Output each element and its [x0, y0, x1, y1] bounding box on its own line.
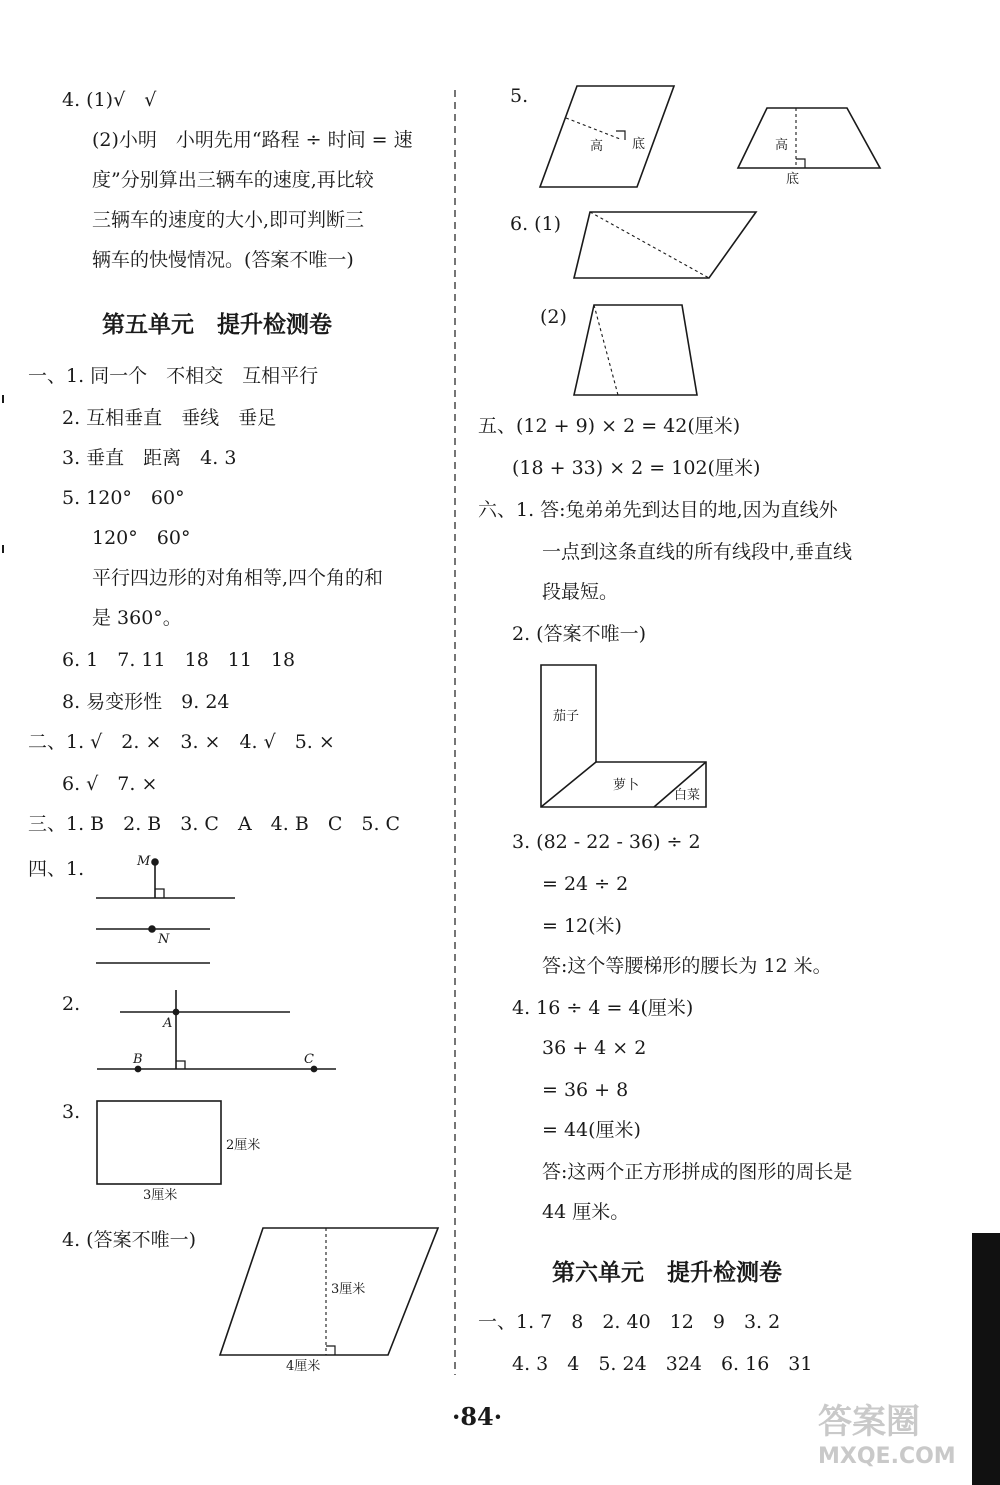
answer-4-2-line: 三辆车的速度的大小,即可判断三	[92, 209, 365, 231]
section1-q5-line: 平行四边形的对角相等,四个角的和	[92, 567, 384, 589]
watermark-logo: 答案圈	[818, 1402, 920, 1442]
point-N	[149, 926, 155, 932]
section6-q1: 六、1. 答:兔弟弟先到达目的地,因为直线外	[478, 499, 838, 521]
section1-q3: 3. 垂直 距离 4. 3	[62, 447, 237, 469]
answer-4-2-line: 度”分别算出三辆车的速度,再比较	[92, 169, 374, 191]
unit6-section1-line: 4. 3 4 5. 24 324 6. 16 31	[512, 1353, 813, 1375]
section1-q5: 5. 120° 60°	[62, 487, 185, 509]
para-base-label: 4厘米	[286, 1359, 321, 1374]
section2-line: 二、1. √ 2. × 3. × 4. √ 5. ×	[28, 731, 335, 753]
section6-q3-line: = 24 ÷ 2	[542, 873, 629, 895]
answer-4-1: 4. (1)√ √	[62, 89, 157, 111]
answer-5: 5.	[510, 85, 529, 107]
section1-q1: 一、1. 同一个 不相交 互相平行	[28, 365, 319, 387]
figure-parallel-perpendicular	[96, 859, 235, 963]
label-height: 高	[775, 138, 789, 153]
unit5-title: 第五单元 提升检测卷	[102, 312, 332, 338]
section1-q5-line: 120° 60°	[92, 527, 191, 549]
section6-q1-line: 一点到这条直线的所有线段中,垂直线	[542, 541, 853, 563]
figure-6-1-parallelogram	[574, 212, 756, 278]
side-tab	[972, 1233, 1000, 1485]
answer-4-2-line: (2)小明 小明先用“路程 ÷ 时间 = 速	[92, 129, 413, 151]
label-base: 底	[632, 137, 646, 152]
label-A: A	[163, 1016, 173, 1031]
label-base: 底	[786, 172, 800, 187]
section6-q3-line: 答:这个等腰梯形的腰长为 12 米。	[542, 955, 832, 977]
section2-line: 6. √ 7. ×	[62, 773, 158, 795]
answer-4-2-line: 辆车的快慢情况。(答案不唯一)	[92, 249, 354, 271]
label-M: M	[137, 854, 151, 869]
rect-width-label: 3厘米	[143, 1188, 178, 1203]
label-B: B	[133, 1052, 143, 1067]
section6-q1-line: 段最短。	[542, 581, 619, 603]
garden-label: 茄子	[553, 709, 580, 724]
section1-q2: 2. 互相垂直 垂线 垂足	[62, 407, 277, 429]
unit6-section1: 一、1. 7 8 2. 40 12 9 3. 2	[478, 1311, 781, 1333]
section4-q2: 2.	[62, 993, 81, 1015]
label-N: N	[158, 932, 170, 947]
section4-q4: 4. (答案不唯一)	[62, 1229, 196, 1251]
watermark-site: MXQE.COM	[818, 1444, 956, 1469]
label-height: 高	[590, 139, 604, 154]
answer-6-1: 6. (1)	[510, 213, 562, 235]
section3-line: 三、1. B 2. B 3. C A 4. B C 5. C	[28, 813, 401, 835]
section6-q4-line: 44 厘米。	[542, 1201, 630, 1223]
label-C: C	[304, 1052, 314, 1067]
para-height-label: 3厘米	[331, 1282, 366, 1297]
unit6-title: 第六单元 提升检测卷	[552, 1260, 782, 1286]
garden-label: 白菜	[674, 788, 701, 803]
section6-q4-line: = 36 + 8	[542, 1079, 629, 1101]
figure-6-2-trapezoid	[574, 305, 697, 395]
section5-line: (18 + 33) × 2 = 102(厘米)	[512, 457, 761, 479]
point-M	[152, 859, 158, 865]
section6-q4-line: 答:这两个正方形拼成的图形的周长是	[542, 1161, 853, 1183]
garden-label: 萝卜	[613, 778, 640, 793]
section1-q6: 6. 1 7. 11 18 11 18	[62, 649, 296, 671]
figure-parallelogram-height	[220, 1228, 438, 1355]
point-A	[173, 1009, 178, 1014]
section6-q4: 4. 16 ÷ 4 = 4(厘米)	[512, 997, 694, 1019]
section6-q4-line: = 44(厘米)	[542, 1119, 641, 1141]
section6-q4-line: 36 + 4 × 2	[542, 1037, 647, 1059]
rect-height-label: 2厘米	[226, 1138, 261, 1153]
figure-rectangle	[97, 1101, 221, 1184]
section1-q8: 8. 易变形性 9. 24	[62, 691, 230, 713]
page-number: ·84·	[452, 1402, 503, 1431]
figure-5-parallelogram	[540, 86, 674, 187]
section6-q3-line: = 12(米)	[542, 915, 622, 937]
section5-line: 五、(12 + 9) × 2 = 42(厘米)	[478, 415, 741, 437]
point-C	[311, 1066, 316, 1071]
section6-q2: 2. (答案不唯一)	[512, 623, 646, 645]
section4-q1: 四、1.	[28, 858, 85, 880]
section6-q3: 3. (82 - 22 - 36) ÷ 2	[512, 831, 701, 853]
answer-6-2: (2)	[540, 306, 567, 328]
point-B	[135, 1066, 140, 1071]
section1-q5-line: 是 360°。	[92, 607, 182, 629]
section4-q3: 3.	[62, 1101, 81, 1123]
figure-5-trapezoid	[738, 108, 880, 168]
